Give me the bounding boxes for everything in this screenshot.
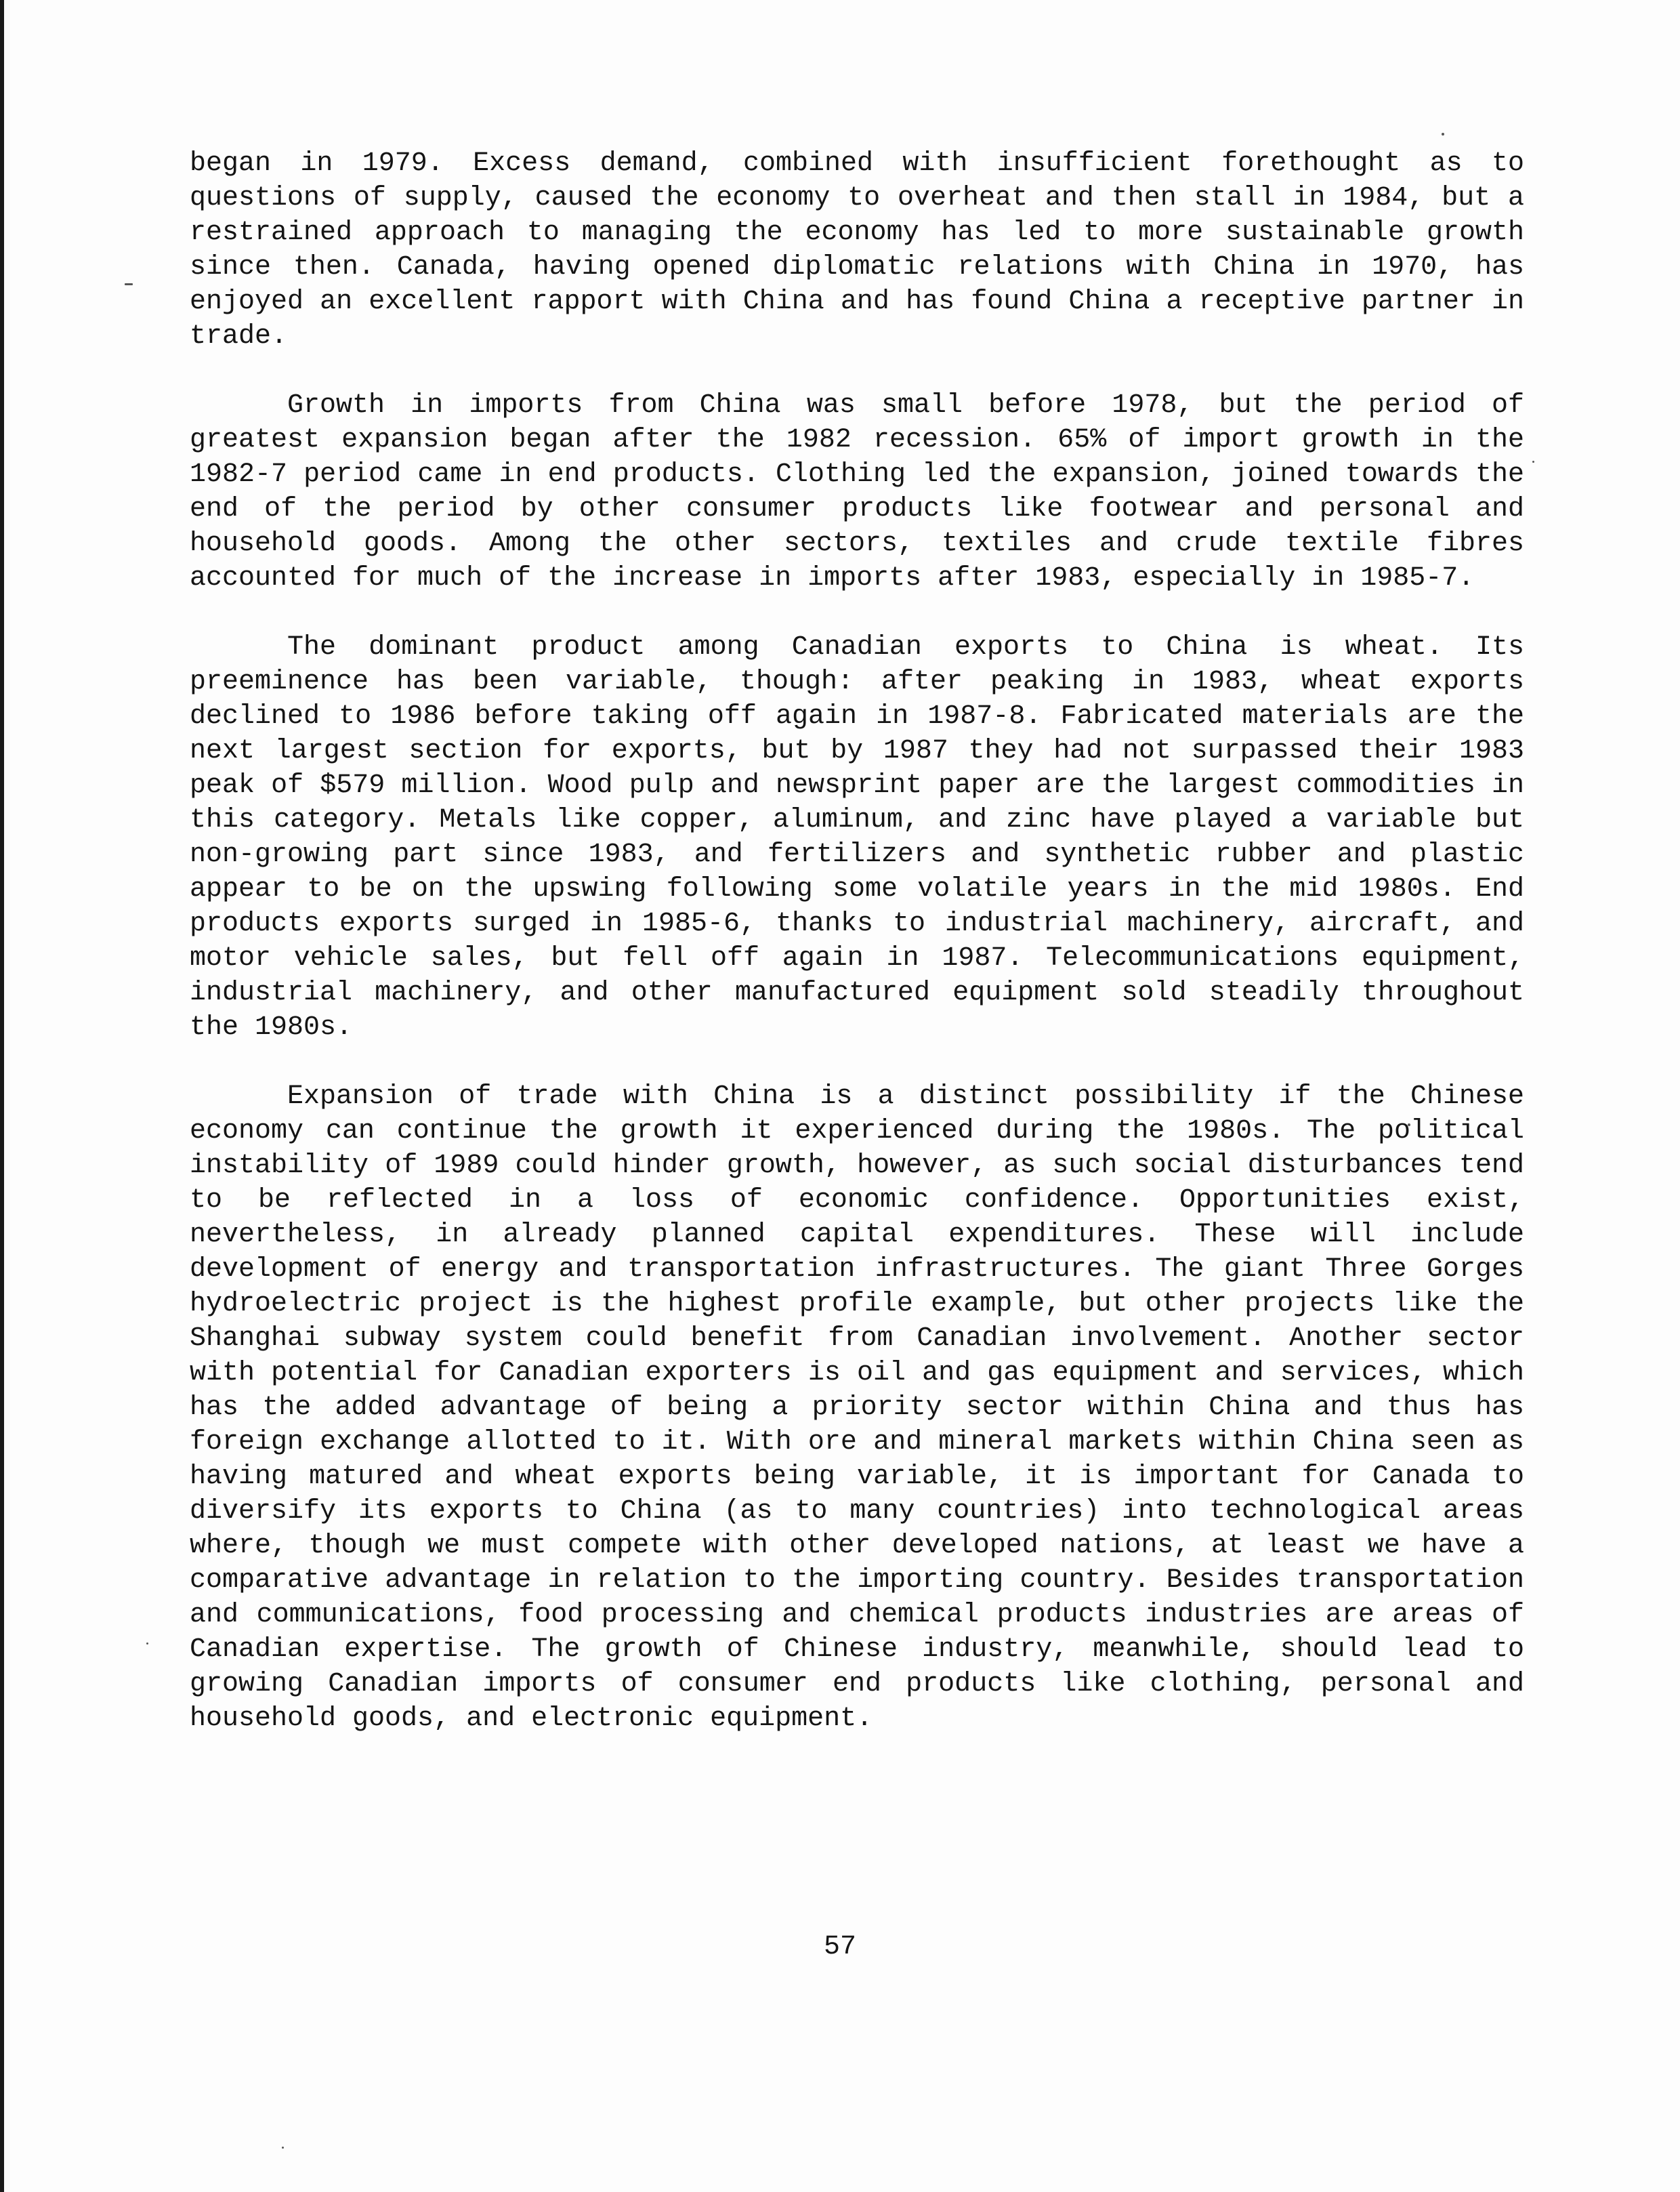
scan-speck — [1532, 461, 1534, 463]
scan-speck — [1442, 133, 1444, 136]
paragraph-trade-expansion: Expansion of trade with China is a distinct possibility if the Chinese economy can continue the growth it experienced during the 1980s. The political instability of 1989 could hinder growth, however, as such social disturbances tend to be reflected in a loss of economic confidence. Opportunities exist, nevertheless, in already planned capital expenditures. These will include development of energy and transportation infrastructures. The giant Three Gorges hydroelectric project is the highest profile example, but other projects like the Shanghai subway system could benefit from Canadian involvement. Another sector with potential for Canadian exporters is oil and gas equipment and services, which has the added advantage of being a priority sector within China and thus has foreign exchange allotted to it. With ore and mineral markets within China seen as having matured and wheat exports being variable, it is important for Canada to diversify its exports to China (as to many countries) into technological areas where, though we must compete with other developed nations, at least we have a comparative advantage in relation to the importing country. Besides transportation and communications, food processing and chemical products industries are areas of Canadian expertise. The growth of Chinese industry, meanwhile, should lead to growing Canadian imports of consumer end products like clothing, personal and household goods, and electronic equipment. — [190, 1081, 1524, 1734]
scan-speck — [282, 2147, 284, 2149]
scan-speck — [125, 283, 133, 285]
page-number: 57 — [823, 1932, 856, 1962]
paragraph-exports: The dominant product among Canadian exports to China is wheat. Its preeminence has been variable, though: after peaking in 1983, wheat exports declined to 1986 before taking off again in 1987-8. Fabricated materials are the next largest section for exports, but by 1987 they had not surpassed their 1983 peak of $579 million. Wood pulp and newsprint paper are the largest commodities in this category. Metals like copper, aluminum, and zinc have played a variable but non-growing part since 1983, and fertilizers and synthetic rubber and plastic appear to be on the upswing following some volatile years in the mid 1980s. End products exports surged in 1985-6, thanks to industrial machinery, aircraft, and motor vehicle sales, but fell off again in 1987. Telecommunications equipment, industrial machinery, and other manufactured equipment sold steadily throughout the 1980s. — [190, 632, 1524, 1043]
scan-speck — [146, 1642, 148, 1645]
body-text — [190, 146, 1524, 1771]
scan-left-edge — [0, 0, 4, 2192]
paragraph-continuation: began in 1979. Excess demand, combined with insufficient forethought as to questions of supply, caused the economy to overheat and then stall in 1984, but a restrained approach to managing the economy has led to more sustainable growth since then. Canada, having opened diplomatic relations with China in 1970, has enjoyed an excellent rapport with China and has found China a receptive partner in trade. — [190, 148, 1524, 352]
paragraph-imports: Growth in imports from China was small before 1978, but the period of greatest expansion began after the 1982 recession. 65% of import growth in the 1982-7 period came in end products. Clothing led the expansion, joined towards the end of the period by other consumer products like footwear and personal and household goods. Among the other sectors, textiles and crude textile fibres accounted for much of the increase in imports after 1983, especially in 1985-7. — [190, 390, 1524, 594]
